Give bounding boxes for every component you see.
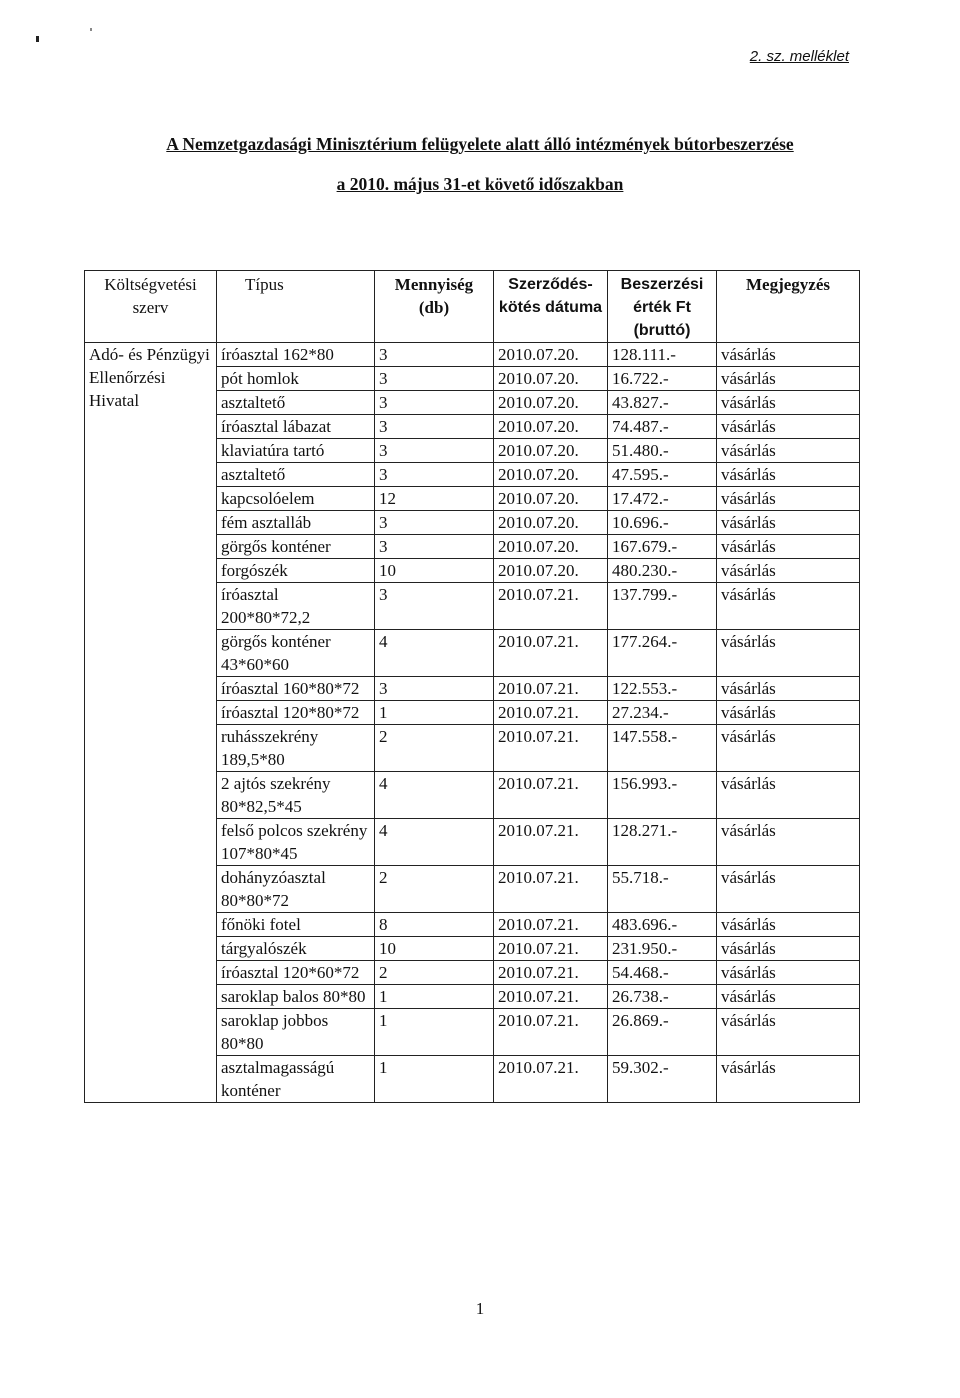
cell-value: 122.553.- <box>608 677 717 701</box>
cell-note: vásárlás <box>717 913 860 937</box>
cell-qty: 2 <box>375 961 494 985</box>
cell-qty: 10 <box>375 937 494 961</box>
cell-qty: 2 <box>375 725 494 772</box>
cell-date: 2010.07.20. <box>494 415 608 439</box>
cell-value: 59.302.- <box>608 1056 717 1103</box>
cell-value: 147.558.- <box>608 725 717 772</box>
cell-date: 2010.07.21. <box>494 1009 608 1056</box>
cell-value: 137.799.- <box>608 583 717 630</box>
header-type: Típus <box>217 271 375 343</box>
cell-note: vásárlás <box>717 367 860 391</box>
cell-value: 128.111.- <box>608 343 717 367</box>
cell-type: saroklap balos 80*80 <box>217 985 375 1009</box>
cell-type: 2 ajtós szekrény 80*82,5*45 <box>217 772 375 819</box>
cell-note: vásárlás <box>717 439 860 463</box>
cell-type: asztalmagasságú konténer <box>217 1056 375 1103</box>
cell-value: 74.487.- <box>608 415 717 439</box>
document-subtitle: a 2010. május 31-et követő időszakban <box>336 174 624 194</box>
cell-qty: 4 <box>375 819 494 866</box>
cell-note: vásárlás <box>717 583 860 630</box>
table-header-row <box>85 271 860 343</box>
cell-qty: 3 <box>375 511 494 535</box>
cell-value: 167.679.- <box>608 535 717 559</box>
cell-date: 2010.07.20. <box>494 367 608 391</box>
cell-qty: 2 <box>375 866 494 913</box>
cell-qty: 3 <box>375 583 494 630</box>
cell-note: vásárlás <box>717 1056 860 1103</box>
cell-type: asztaltető <box>217 463 375 487</box>
cell-note: vásárlás <box>717 559 860 583</box>
cell-date: 2010.07.21. <box>494 772 608 819</box>
cell-date: 2010.07.21. <box>494 985 608 1009</box>
cell-note: vásárlás <box>717 630 860 677</box>
scan-speck <box>36 36 39 42</box>
cell-date: 2010.07.21. <box>494 583 608 630</box>
cell-date: 2010.07.20. <box>494 391 608 415</box>
cell-date: 2010.07.21. <box>494 937 608 961</box>
cell-type: pót homlok <box>217 367 375 391</box>
cell-type: íróasztal 120*80*72 <box>217 701 375 725</box>
cell-date: 2010.07.21. <box>494 961 608 985</box>
cell-date: 2010.07.21. <box>494 866 608 913</box>
page-number: 1 <box>475 1299 485 1318</box>
cell-value: 43.827.- <box>608 391 717 415</box>
cell-date: 2010.07.20. <box>494 487 608 511</box>
cell-qty: 1 <box>375 985 494 1009</box>
cell-value: 27.234.- <box>608 701 717 725</box>
cell-date: 2010.07.20. <box>494 463 608 487</box>
cell-date: 2010.07.20. <box>494 511 608 535</box>
cell-note: vásárlás <box>717 961 860 985</box>
procurement-table <box>84 270 860 1103</box>
cell-note: vásárlás <box>717 415 860 439</box>
cell-qty: 12 <box>375 487 494 511</box>
cell-value: 10.696.- <box>608 511 717 535</box>
cell-note: vásárlás <box>717 463 860 487</box>
cell-date: 2010.07.21. <box>494 725 608 772</box>
cell-type: íróasztal lábazat <box>217 415 375 439</box>
cell-value: 55.718.- <box>608 866 717 913</box>
cell-type: íróasztal 162*80 <box>217 343 375 367</box>
cell-date: 2010.07.20. <box>494 343 608 367</box>
cell-type: íróasztal 200*80*72,2 <box>217 583 375 630</box>
cell-type: dohányzóasztal 80*80*72 <box>217 866 375 913</box>
header-qty: Mennyiség (db) <box>375 271 494 343</box>
table-body <box>85 343 860 1103</box>
organization-cell: Adó- és Pénzügyi Ellenőrzési Hivatal <box>85 343 217 1103</box>
cell-note: vásárlás <box>717 535 860 559</box>
cell-date: 2010.07.20. <box>494 535 608 559</box>
cell-qty: 3 <box>375 535 494 559</box>
cell-qty: 3 <box>375 391 494 415</box>
cell-type: főnöki fotel <box>217 913 375 937</box>
cell-note: vásárlás <box>717 701 860 725</box>
cell-note: vásárlás <box>717 677 860 701</box>
cell-note: vásárlás <box>717 725 860 772</box>
cell-type: íróasztal 160*80*72 <box>217 677 375 701</box>
annex-label: 2. sz. melléklet <box>749 48 849 65</box>
cell-value: 54.468.- <box>608 961 717 985</box>
cell-value: 26.738.- <box>608 985 717 1009</box>
cell-type: tárgyalószék <box>217 937 375 961</box>
cell-qty: 4 <box>375 630 494 677</box>
cell-type: asztaltető <box>217 391 375 415</box>
cell-qty: 8 <box>375 913 494 937</box>
header-date: Szerződés-kötés dátuma <box>494 271 608 343</box>
cell-type: fém asztalláb <box>217 511 375 535</box>
cell-note: vásárlás <box>717 343 860 367</box>
cell-qty: 3 <box>375 439 494 463</box>
cell-note: vásárlás <box>717 866 860 913</box>
header-value: Beszerzési érték Ft (bruttó) <box>608 271 717 343</box>
cell-value: 47.595.- <box>608 463 717 487</box>
cell-value: 483.696.- <box>608 913 717 937</box>
cell-type: felső polcos szekrény 107*80*45 <box>217 819 375 866</box>
cell-type: íróasztal 120*60*72 <box>217 961 375 985</box>
cell-note: vásárlás <box>717 1009 860 1056</box>
cell-date: 2010.07.20. <box>494 439 608 463</box>
cell-note: vásárlás <box>717 937 860 961</box>
cell-qty: 4 <box>375 772 494 819</box>
cell-type: kapcsolóelem <box>217 487 375 511</box>
cell-qty: 1 <box>375 1009 494 1056</box>
cell-date: 2010.07.21. <box>494 819 608 866</box>
cell-type: görgős konténer <box>217 535 375 559</box>
cell-note: vásárlás <box>717 487 860 511</box>
cell-type: görgős konténer 43*60*60 <box>217 630 375 677</box>
cell-value: 156.993.- <box>608 772 717 819</box>
cell-note: vásárlás <box>717 819 860 866</box>
cell-value: 128.271.- <box>608 819 717 866</box>
cell-qty: 3 <box>375 677 494 701</box>
document-title: A Nemzetgazdasági Minisztérium felügyelete alatt álló intézmények bútorbeszerzése <box>166 134 794 154</box>
scan-speck <box>90 28 92 31</box>
cell-date: 2010.07.21. <box>494 1056 608 1103</box>
cell-value: 480.230.- <box>608 559 717 583</box>
header-org: Költségvetési szerv <box>85 271 217 343</box>
cell-date: 2010.07.21. <box>494 630 608 677</box>
cell-qty: 3 <box>375 415 494 439</box>
cell-value: 231.950.- <box>608 937 717 961</box>
cell-qty: 3 <box>375 463 494 487</box>
cell-value: 16.722.- <box>608 367 717 391</box>
cell-note: vásárlás <box>717 772 860 819</box>
cell-value: 17.472.- <box>608 487 717 511</box>
cell-type: saroklap jobbos 80*80 <box>217 1009 375 1056</box>
cell-type: ruhásszekrény 189,5*80 <box>217 725 375 772</box>
cell-qty: 10 <box>375 559 494 583</box>
cell-value: 51.480.- <box>608 439 717 463</box>
cell-type: klaviatúra tartó <box>217 439 375 463</box>
cell-value: 177.264.- <box>608 630 717 677</box>
cell-note: vásárlás <box>717 391 860 415</box>
header-note: Megjegyzés <box>717 271 860 343</box>
table-row <box>85 343 860 367</box>
cell-value: 26.869.- <box>608 1009 717 1056</box>
cell-note: vásárlás <box>717 511 860 535</box>
cell-qty: 1 <box>375 701 494 725</box>
cell-date: 2010.07.20. <box>494 559 608 583</box>
cell-date: 2010.07.21. <box>494 913 608 937</box>
cell-date: 2010.07.21. <box>494 677 608 701</box>
cell-qty: 1 <box>375 1056 494 1103</box>
cell-note: vásárlás <box>717 985 860 1009</box>
cell-date: 2010.07.21. <box>494 701 608 725</box>
cell-qty: 3 <box>375 343 494 367</box>
cell-qty: 3 <box>375 367 494 391</box>
cell-type: forgószék <box>217 559 375 583</box>
